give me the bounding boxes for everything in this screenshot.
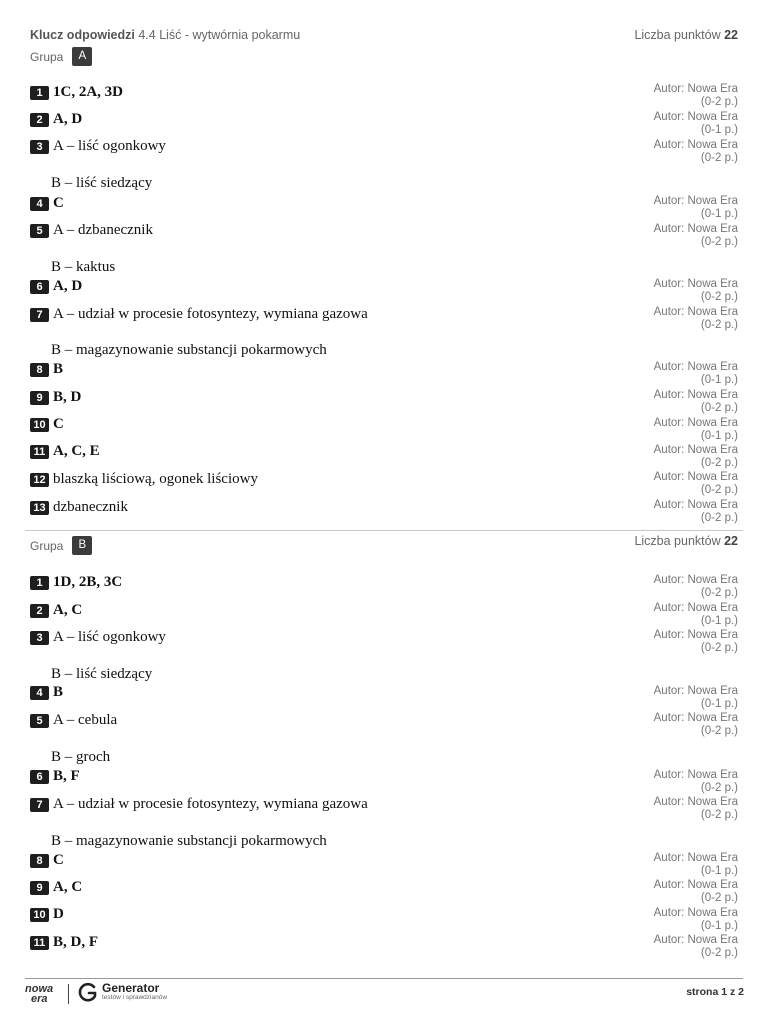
- question-number: 8: [30, 363, 49, 377]
- points-range: (0-2 p.): [700, 782, 738, 794]
- logo-nowa-text: nowa: [25, 983, 54, 995]
- answer-row: [30, 906, 64, 923]
- answer-text: A, C: [53, 602, 83, 618]
- answer-row: [30, 138, 166, 155]
- answer-text: C: [53, 416, 64, 432]
- question-meta: [654, 712, 738, 738]
- points-range: (0-2 p.): [700, 152, 738, 164]
- author-label: Autor: Nowa Era: [653, 602, 738, 614]
- answer-continuation: B – kaktus: [51, 259, 116, 275]
- author-label: Autor: Nowa Era: [653, 139, 738, 151]
- answer-row: [30, 222, 153, 239]
- question-meta: [654, 907, 738, 933]
- answer-text: 1D, 2B, 3C: [53, 574, 123, 590]
- answer-row: [30, 602, 82, 619]
- points-value: 22: [724, 534, 738, 548]
- question-number: 5: [30, 714, 49, 728]
- points-label: Liczba punktów: [634, 534, 721, 548]
- points-value: 22: [724, 28, 738, 42]
- question-meta: [654, 389, 738, 415]
- question-number: 11: [30, 936, 49, 950]
- group-badge: A: [72, 47, 92, 66]
- nowa-era-logo: [25, 984, 53, 1004]
- points-range: (0-2 p.): [700, 725, 738, 737]
- author-label: Autor: Nowa Era: [653, 444, 738, 456]
- points-range: (0-2 p.): [700, 96, 738, 108]
- group-a-header: [30, 47, 92, 66]
- answer-row: [30, 443, 100, 460]
- answer-row: [30, 574, 122, 591]
- question-meta: [654, 361, 738, 387]
- author-label: Autor: Nowa Era: [653, 685, 738, 697]
- answer-row: [30, 111, 82, 128]
- answer-row: [30, 852, 64, 869]
- answer-text: A – cebula: [53, 712, 118, 728]
- question-meta: [654, 444, 738, 470]
- points-range: (0-1 p.): [700, 920, 738, 932]
- question-meta: [654, 139, 738, 165]
- author-label: Autor: Nowa Era: [653, 712, 738, 724]
- logo-era-text: era: [31, 993, 48, 1005]
- answer-row: [30, 471, 258, 488]
- question-number: 4: [30, 686, 49, 700]
- answer-text: C: [53, 195, 64, 211]
- footer-divider: [25, 978, 743, 979]
- question-meta: [654, 306, 738, 332]
- points-range: (0-2 p.): [700, 457, 738, 469]
- author-label: Autor: Nowa Era: [653, 574, 738, 586]
- title-rest: 4.4 Liść - wytwórnia pokarmu: [138, 28, 301, 42]
- answer-text: B: [53, 361, 64, 377]
- question-meta: [654, 223, 738, 249]
- author-label: Autor: Nowa Era: [653, 471, 738, 483]
- question-number: 13: [30, 501, 49, 515]
- question-number: 4: [30, 197, 49, 211]
- author-label: Autor: Nowa Era: [653, 417, 738, 429]
- question-meta: [654, 499, 738, 525]
- document-title: [30, 28, 300, 42]
- answer-continuation: B – liść siedzący: [51, 175, 153, 191]
- question-number: 11: [30, 445, 49, 459]
- answer-text: A, C, E: [53, 443, 100, 459]
- logo-separator: [68, 984, 69, 1004]
- group-badge: B: [72, 536, 92, 555]
- author-label: Autor: Nowa Era: [653, 852, 738, 864]
- points-range: (0-2 p.): [700, 319, 738, 331]
- question-meta: [654, 852, 738, 878]
- generator-g-icon: [78, 982, 98, 1004]
- generator-name: Generator: [102, 981, 160, 995]
- author-label: Autor: Nowa Era: [653, 499, 738, 511]
- answer-row: [30, 879, 82, 896]
- points-range: (0-2 p.): [700, 291, 738, 303]
- question-number: 6: [30, 770, 49, 784]
- author-label: Autor: Nowa Era: [653, 389, 738, 401]
- question-number: 3: [30, 631, 49, 645]
- question-number: 9: [30, 391, 49, 405]
- answer-row: [30, 389, 81, 406]
- generator-sub: testów i sprawdzianów: [102, 994, 168, 1001]
- question-number: 5: [30, 224, 49, 238]
- answer-row: [30, 306, 368, 323]
- points-range: (0-2 p.): [700, 484, 738, 496]
- points-range: (0-2 p.): [700, 512, 738, 524]
- answer-row: [30, 712, 117, 729]
- question-number: 12: [30, 473, 49, 487]
- question-meta: [654, 111, 738, 137]
- group-b-header: [30, 536, 92, 555]
- answer-row: [30, 629, 166, 646]
- answer-text: A – liść ogonkowy: [53, 629, 166, 645]
- points-range: (0-1 p.): [700, 615, 738, 627]
- author-label: Autor: Nowa Era: [653, 796, 738, 808]
- answer-row: [30, 684, 63, 701]
- question-number: 8: [30, 854, 49, 868]
- question-meta: [654, 796, 738, 822]
- page-number: strona 1 z 2: [686, 986, 744, 998]
- points-range: (0-2 p.): [700, 892, 738, 904]
- answer-row: [30, 361, 63, 378]
- points-range: (0-2 p.): [700, 587, 738, 599]
- total-points-a: [634, 28, 738, 42]
- points-label: Liczba punktów: [634, 28, 721, 42]
- answer-row: [30, 499, 128, 516]
- answer-continuation: B – liść siedzący: [51, 666, 153, 682]
- answer-text: A – dzbanecznik: [53, 222, 153, 238]
- answer-text: B: [53, 684, 64, 700]
- answer-row: [30, 416, 64, 433]
- question-number: 6: [30, 280, 49, 294]
- points-range: (0-1 p.): [700, 698, 738, 710]
- author-label: Autor: Nowa Era: [653, 879, 738, 891]
- author-label: Autor: Nowa Era: [653, 111, 738, 123]
- answer-text: D: [53, 906, 64, 922]
- question-number: 10: [30, 908, 49, 922]
- author-label: Autor: Nowa Era: [653, 934, 738, 946]
- question-meta: [654, 769, 738, 795]
- question-number: 3: [30, 140, 49, 154]
- question-meta: [654, 278, 738, 304]
- author-label: Autor: Nowa Era: [653, 907, 738, 919]
- generator-logo: [78, 982, 167, 1004]
- points-range: (0-2 p.): [700, 642, 738, 654]
- points-range: (0-2 p.): [700, 402, 738, 414]
- author-label: Autor: Nowa Era: [653, 361, 738, 373]
- answer-text: A – udział w procesie fotosyntezy, wymiana gazowa: [53, 796, 368, 812]
- question-meta: [654, 574, 738, 600]
- author-label: Autor: Nowa Era: [653, 769, 738, 781]
- points-range: (0-1 p.): [700, 865, 738, 877]
- question-number: 7: [30, 308, 49, 322]
- question-number: 9: [30, 881, 49, 895]
- question-meta: [654, 471, 738, 497]
- author-label: Autor: Nowa Era: [653, 629, 738, 641]
- answer-row: [30, 768, 80, 785]
- question-meta: [654, 195, 738, 221]
- question-number: 2: [30, 604, 49, 618]
- author-label: Autor: Nowa Era: [653, 195, 738, 207]
- points-range: (0-1 p.): [700, 430, 738, 442]
- answer-row: [30, 195, 64, 212]
- group-divider: [25, 530, 743, 531]
- answer-continuation: B – groch: [51, 749, 111, 765]
- answer-continuation: B – magazynowanie substancji pokarmowych: [51, 833, 327, 849]
- question-meta: [654, 879, 738, 905]
- points-range: (0-2 p.): [700, 947, 738, 959]
- answer-text: A – udział w procesie fotosyntezy, wymiana gazowa: [53, 306, 368, 322]
- group-label: Grupa: [30, 49, 64, 64]
- question-number: 1: [30, 576, 49, 590]
- answer-text: blaszką liściową, ogonek liściowy: [53, 471, 258, 487]
- question-meta: [654, 629, 738, 655]
- points-range: (0-1 p.): [700, 208, 738, 220]
- answer-row: [30, 278, 82, 295]
- points-range: (0-2 p.): [700, 236, 738, 248]
- answer-text: B, D, F: [53, 934, 98, 950]
- question-meta: [654, 417, 738, 443]
- author-label: Autor: Nowa Era: [653, 278, 738, 290]
- answer-text: A – liść ogonkowy: [53, 138, 166, 154]
- answer-text: dzbanecznik: [53, 499, 128, 515]
- title-bold: Klucz odpowiedzi: [30, 28, 135, 42]
- question-meta: [654, 685, 738, 711]
- question-number: 10: [30, 418, 49, 432]
- question-meta: [654, 934, 738, 960]
- question-number: 7: [30, 798, 49, 812]
- answer-text: A, D: [53, 111, 83, 127]
- points-range: (0-1 p.): [700, 374, 738, 386]
- question-meta: [654, 83, 738, 109]
- answer-text: B, D: [53, 389, 82, 405]
- answer-text: 1C, 2A, 3D: [53, 84, 123, 100]
- question-meta: [654, 602, 738, 628]
- answer-text: B, F: [53, 768, 80, 784]
- total-points-b: [634, 534, 738, 548]
- answer-continuation: B – magazynowanie substancji pokarmowych: [51, 342, 327, 358]
- points-range: (0-1 p.): [700, 124, 738, 136]
- group-label: Grupa: [30, 538, 64, 553]
- answer-text: A, C: [53, 879, 83, 895]
- answer-row: [30, 84, 123, 101]
- answer-text: A, D: [53, 278, 83, 294]
- answer-text: C: [53, 852, 64, 868]
- points-range: (0-2 p.): [700, 809, 738, 821]
- author-label: Autor: Nowa Era: [653, 306, 738, 318]
- answer-row: [30, 934, 98, 951]
- author-label: Autor: Nowa Era: [653, 223, 738, 235]
- question-number: 1: [30, 86, 49, 100]
- author-label: Autor: Nowa Era: [653, 83, 738, 95]
- question-number: 2: [30, 113, 49, 127]
- answer-row: [30, 796, 368, 813]
